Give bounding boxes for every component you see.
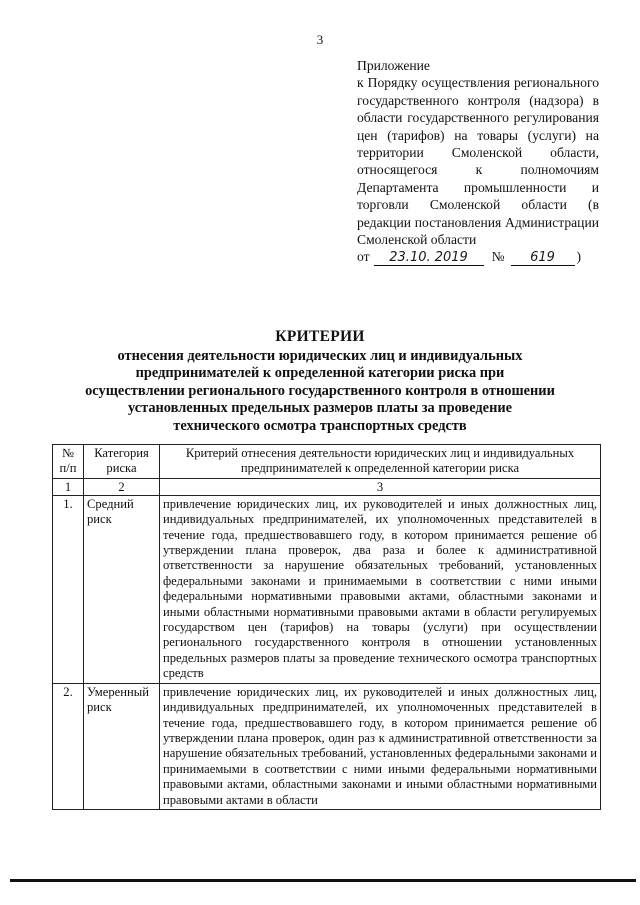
appendix-title: Приложение (357, 58, 430, 73)
row-criterion: привлечение юридических лиц, их руководителей и иных должностных лиц, индивидуальных предпринимателей, их уполномоченных представителей в течение года, предшествовавшего году, в котором принимается решение об утверждении плана проверок, два раза и более к административной ответственности за нарушение обязательных требований, установленных федеральными законами и принимаемыми в соответствии с ними иными федеральными нормативными правовыми актами, областными законами и иными областными нормативными правовыми актами в области регулируемых государством цен (тарифов) на товары (услуги) при осуществлении регионального государственного контроля в отношении установленных предельных размеров платы за проведение технического осмотра транспортных средств (160, 495, 601, 683)
appendix-block (357, 57, 599, 266)
header-criterion: Критерий отнесения деятельности юридических лиц и индивидуальных предпринимателей к определенной категории риска (160, 445, 601, 479)
column-number: 2 (84, 478, 160, 495)
table-row (53, 683, 601, 809)
criteria-heading (85, 328, 555, 436)
row-category: Умеренный риск (84, 683, 160, 809)
risk-criteria-table (52, 444, 601, 810)
row-criterion: привлечение юридических лиц, их руководителей и иных должностных лиц, индивидуальных предпринимателей, их уполномоченных представителей в течение года, предшествовавшего году, в котором принимается решение об утверждении плана проверок, один раз к административной ответственности за нарушение обязательных требований, установленных федеральными законами и принимаемыми в соответствии с ними иными федеральными нормативными правовыми актами, областными законами и иными областными нормативными правовыми актами в области (160, 683, 601, 809)
table-row (53, 495, 601, 683)
page-number: 3 (316, 32, 324, 47)
column-number: 3 (160, 478, 601, 495)
appendix-signature-line (357, 248, 599, 265)
header-num: № п/п (53, 445, 84, 479)
bottom-scan-rule (10, 879, 636, 882)
row-num: 1. (53, 495, 84, 683)
closing-parenthesis: ) (576, 249, 582, 265)
number-prefix: № (491, 249, 505, 265)
criteria-title: КРИТЕРИИ (275, 328, 365, 345)
row-num: 2. (53, 683, 84, 809)
column-number: 1 (53, 478, 84, 495)
table-header-row (53, 445, 601, 479)
column-number-row (53, 478, 601, 495)
handwritten-date: 23.10. 2019 (374, 250, 484, 266)
handwritten-number: 619 (511, 250, 575, 266)
row-category: Средний риск (84, 495, 160, 683)
appendix-text: к Порядку осуществления регионального государственного контроля (надзора) в области государственного регулирования цен (тарифов) на товары (услуги) на территории Смоленской области, относящегося к полномочиям Департамента промышленности и торговли Смоленской области (в редакции постановления Администрации Смоленской области (357, 75, 599, 248)
date-prefix: от (357, 249, 370, 265)
header-category: Категория риска (84, 445, 160, 479)
criteria-subtitle: отнесения деятельности юридических лиц и индивидуальных предпринимателей к определенной категории риска при осуществлении регионального государственного контроля в отношении установленных предельных размеров платы за проведение технического осмотра транспортных средств (85, 347, 555, 434)
